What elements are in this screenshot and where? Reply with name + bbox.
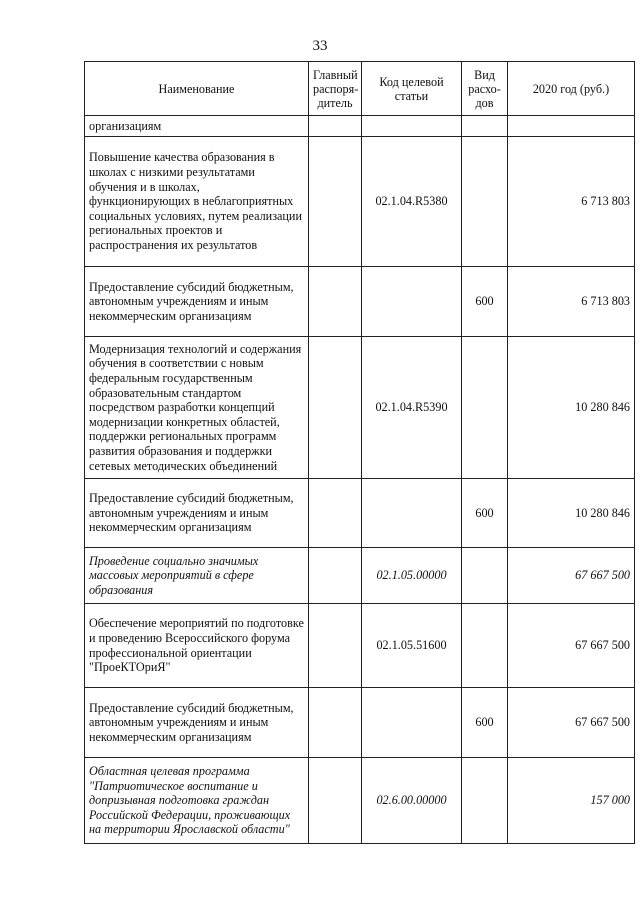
row-kind — [462, 116, 508, 137]
row-name: Предоставление субсидий бюджетным, автономным учреждениям и иным некоммерческим организациям — [85, 267, 309, 337]
row-admin — [309, 758, 362, 844]
budget-table — [84, 61, 635, 844]
table-row — [85, 548, 635, 604]
table-row — [85, 337, 635, 479]
table-row — [85, 137, 635, 267]
table-row — [85, 116, 635, 137]
row-amount — [508, 116, 635, 137]
row-amount: 10 280 846 — [508, 479, 635, 548]
table-header-row — [85, 62, 635, 116]
page-number: 33 — [312, 38, 328, 54]
row-kind — [462, 337, 508, 479]
row-name: Предоставление субсидий бюджетным, автономным учреждениям и иным некоммерческим организациям — [85, 479, 309, 548]
row-amount: 67 667 500 — [508, 604, 635, 688]
header-admin: Главный распоря- дитель — [309, 62, 362, 116]
row-code: 02.1.05.51600 — [362, 604, 462, 688]
row-admin — [309, 688, 362, 758]
table-row — [85, 688, 635, 758]
row-code — [362, 116, 462, 137]
row-admin — [309, 337, 362, 479]
row-admin — [309, 548, 362, 604]
table-row — [85, 267, 635, 337]
table-row — [85, 758, 635, 844]
row-name: Предоставление субсидий бюджетным, автономным учреждениям и иным некоммерческим организациям — [85, 688, 309, 758]
row-amount: 67 667 500 — [508, 688, 635, 758]
row-kind — [462, 137, 508, 267]
row-admin — [309, 267, 362, 337]
row-kind: 600 — [462, 688, 508, 758]
row-code — [362, 267, 462, 337]
row-name: Обеспечение мероприятий по подготовке и проведению Всероссийского форума профессиональной ориентации "ПроеКТОриЯ" — [85, 604, 309, 688]
row-kind: 600 — [462, 267, 508, 337]
row-code: 02.6.00.00000 — [362, 758, 462, 844]
row-admin — [309, 116, 362, 137]
row-name: Проведение социально значимых массовых мероприятий в сфере образования — [85, 548, 309, 604]
row-kind — [462, 604, 508, 688]
row-code — [362, 688, 462, 758]
row-name: Модернизация технологий и содержания обучения в соответствии с новым федеральным государственным образовательным стандартом посредством разработки концепций модернизации конкретных областей, поддержки региональных программ развития образования и поддержки сетевых методических объединений — [85, 337, 309, 479]
row-kind: 600 — [462, 479, 508, 548]
row-amount: 67 667 500 — [508, 548, 635, 604]
row-name: Повышение качества образования в школах с низкими результатами обучения и в школах, функционирующих в неблагоприятных социальных условиях, путем реализации региональных проектов и распространения их результатов — [85, 137, 309, 267]
header-amount: 2020 год (руб.) — [508, 62, 635, 116]
table-row — [85, 604, 635, 688]
row-code — [362, 479, 462, 548]
row-amount: 6 713 803 — [508, 267, 635, 337]
row-amount: 157 000 — [508, 758, 635, 844]
row-code: 02.1.04.R5380 — [362, 137, 462, 267]
row-amount: 6 713 803 — [508, 137, 635, 267]
table-row — [85, 479, 635, 548]
row-kind — [462, 758, 508, 844]
row-admin — [309, 137, 362, 267]
row-name: организациям — [85, 116, 309, 137]
header-name: Наименование — [85, 62, 309, 116]
row-kind — [462, 548, 508, 604]
row-admin — [309, 604, 362, 688]
row-name: Областная целевая программа "Патриотическое воспитание и допризывная подготовка граждан Российской Федерации, проживающих на территории Ярославской области" — [85, 758, 309, 844]
header-code: Код целевой статьи — [362, 62, 462, 116]
row-code: 02.1.05.00000 — [362, 548, 462, 604]
row-admin — [309, 479, 362, 548]
header-kind: Вид расхо- дов — [462, 62, 508, 116]
row-code: 02.1.04.R5390 — [362, 337, 462, 479]
row-amount: 10 280 846 — [508, 337, 635, 479]
